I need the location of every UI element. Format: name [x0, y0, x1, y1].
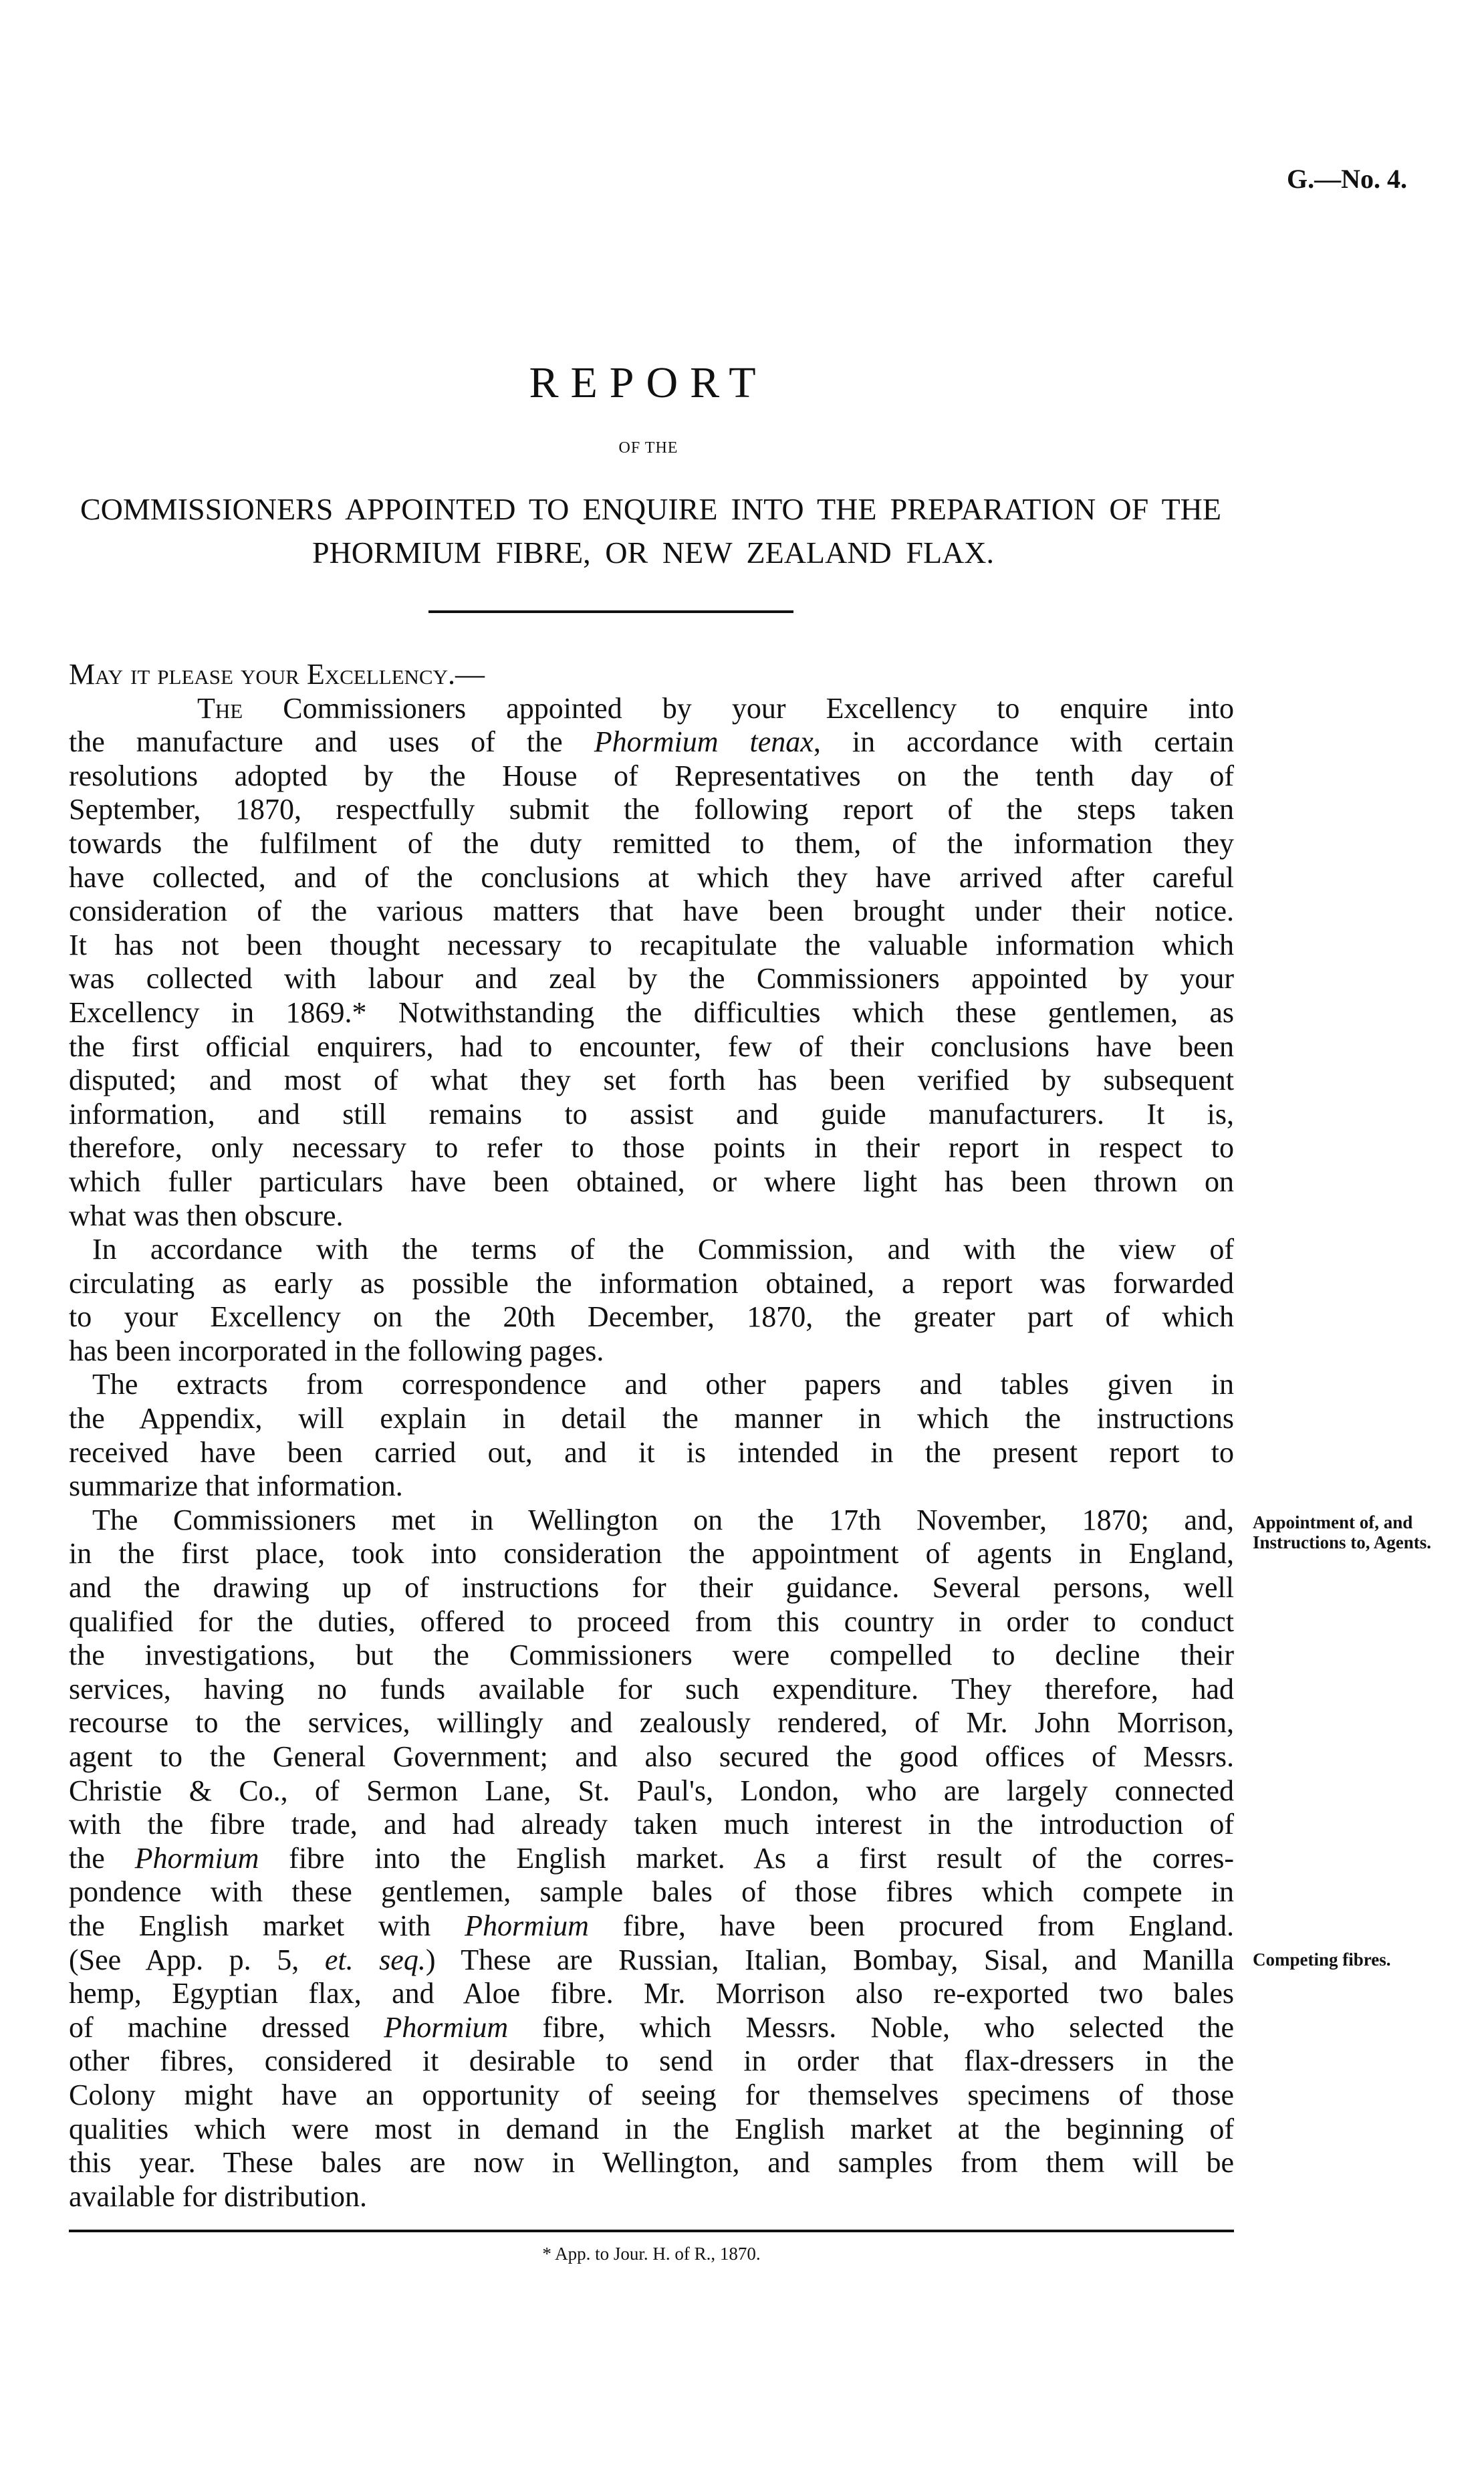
text-segment: has been incorporated in the following pages. [69, 1334, 604, 1367]
text-segment: and the drawing up of instructions for their guidance. Several persons, well [69, 1571, 1234, 1605]
text-segment: available for distribution. [69, 2179, 367, 2213]
text-segment: ) These are Russian, Italian, Bombay, Sisal, and Manilla [425, 1943, 1234, 1976]
text-line [69, 1267, 1234, 1301]
title-of-the: OF THE [618, 439, 678, 457]
text-line [69, 1571, 1234, 1605]
text-segment: fibre, have been procured from England. [588, 1909, 1234, 1942]
text-segment: qualities which were most in demand in the English market at the beginning of [69, 2112, 1234, 2145]
text-segment: Christie & Co., of Sermon Lane, St. Paul's, London, who are largely connected [69, 1774, 1234, 1807]
text-segment: have collected, and of the conclusions at which they have arrived after careful [69, 860, 1234, 894]
text-line [69, 861, 1234, 895]
margin-note-competing-fibres: Competing fibres. [1253, 1949, 1391, 1970]
report-body [69, 658, 1234, 2214]
text-segment: the Appendix, will explain in detail the manner in which the instructions [69, 1402, 1234, 1435]
text-segment: The Commissioners met in Wellington on the 17th November, 1870; and, [92, 1503, 1234, 1536]
text-line [69, 1233, 1234, 1267]
text-line [69, 1808, 1234, 1842]
text-segment: the [69, 1841, 135, 1875]
text-segment: September, 1870, respectfully submit the following report of the steps taken [69, 793, 1234, 826]
text-segment: fibre into the English market. As a first result of the corres- [259, 1841, 1234, 1875]
text-segment: therefore, only necessary to refer to those points in their report in respect to [69, 1131, 1234, 1165]
text-line [69, 2079, 1234, 2113]
heading-line-2: PHORMIUM FIBRE, OR NEW ZEALAND FLAX. [312, 536, 994, 570]
text-line [69, 793, 1234, 827]
text-segment: circulating as early as possible the information obtained, a report was forwarded [69, 1266, 1234, 1300]
text-line [69, 1842, 1234, 1876]
text-segment: in the first place, took into consideration the appointment of agents in England, [69, 1537, 1234, 1570]
text-line [69, 1706, 1234, 1740]
text-segment: The extracts from correspondence and other papers and tables given in [92, 1368, 1234, 1401]
text-line [69, 895, 1234, 929]
text-segment: received have been carried out, and it is intended in the present report to [69, 1435, 1234, 1469]
text-segment: services, having no funds available for such expenditure. They therefore, had [69, 1672, 1234, 1705]
text-segment: May it please your Excellency.— [69, 658, 485, 691]
footnote-divider [69, 2230, 1234, 2232]
text-segment: the English market with [69, 1909, 465, 1942]
text-segment: the investigations, but the Commissioners were compelled to decline their [69, 1639, 1234, 1672]
text-segment: hemp, Egyptian flax, and Aloe fibre. Mr. Morrison also re-exported two bales [69, 1977, 1234, 2010]
text-line [69, 1943, 1234, 1978]
document-number: G.—No. 4. [1287, 164, 1407, 194]
text-line [69, 1909, 1234, 1943]
text-segment: information, and still remains to assist and guide manufacturers. It is, [69, 1097, 1234, 1131]
text-line [69, 1402, 1234, 1436]
text-segment: to your Excellency on the 20th December, 1870, the greater part of which [69, 1300, 1234, 1334]
text-segment: summarize that information. [69, 1469, 403, 1503]
italic-text: Phormium [465, 1909, 589, 1942]
margin-note-appointment: Appointment of, and Instructions to, Agents. [1253, 1512, 1432, 1552]
text-line [69, 1639, 1234, 1673]
text-segment: It has not been thought necessary to recapitulate the valuable information which [69, 928, 1234, 961]
text-segment: Commissioners appointed by your Excellency to enquire into [243, 691, 1234, 725]
text-line [69, 725, 1234, 759]
text-line [69, 1504, 1234, 1538]
text-line [69, 1030, 1234, 1064]
text-segment: pondence with these gentlemen, sample bales of those fibres which compete in [69, 1875, 1234, 1909]
text-line [69, 2011, 1234, 2045]
text-line [69, 2180, 1234, 2214]
text-segment: consideration of the various matters that have been brought under their notice. [69, 895, 1234, 928]
footnote: * App. to Jour. H. of R., 1870. [542, 2244, 761, 2264]
text-line [69, 2044, 1234, 2079]
text-segment: with the fibre trade, and had already taken much interest in the introduction of [69, 1808, 1234, 1841]
text-line [69, 1368, 1234, 1402]
text-segment: what was then obscure. [69, 1199, 344, 1232]
text-segment: this year. These bales are now in Wellington, and samples from them will be [69, 2146, 1234, 2179]
text-segment: of machine dressed [69, 2010, 384, 2044]
text-line [69, 962, 1234, 996]
italic-text: Phormium [384, 2010, 509, 2044]
text-segment: recourse to the services, willingly and zealously rendered, of Mr. John Morrison, [69, 1706, 1234, 1740]
text-segment: , in accordance with certain [813, 725, 1234, 759]
text-segment: disputed; and most of what they set forth has been verified by subsequent [69, 1064, 1234, 1097]
text-line [69, 658, 1234, 692]
text-segment: resolutions adopted by the House of Representatives on the tenth day of [69, 759, 1234, 792]
text-line [69, 2146, 1234, 2180]
text-line [69, 1199, 1234, 1233]
text-line [69, 1165, 1234, 1199]
text-segment: (See App. p. 5, [69, 1943, 325, 1976]
text-line [69, 1300, 1234, 1334]
text-line [69, 1436, 1234, 1470]
text-line [69, 759, 1234, 794]
text-line [69, 1469, 1234, 1504]
text-line [69, 1605, 1234, 1639]
text-line [69, 2113, 1234, 2147]
text-line [69, 1131, 1234, 1165]
text-segment: other fibres, considered it desirable to send in order that flax-dressers in the [69, 2044, 1234, 2078]
text-line [69, 827, 1234, 861]
text-segment: was collected with labour and zeal by the Commissioners appointed by your [69, 962, 1234, 995]
text-line [69, 1064, 1234, 1098]
text-line [69, 1098, 1234, 1132]
text-segment: In accordance with the terms of the Commission, and with the view of [92, 1233, 1234, 1266]
text-line [69, 1740, 1234, 1774]
text-segment: Excellency in 1869.* Notwithstanding the difficulties which these gentlemen, as [69, 995, 1234, 1029]
text-line [69, 1774, 1234, 1808]
title-divider [428, 610, 793, 613]
report-title: REPORT [529, 358, 768, 407]
text-line [69, 1875, 1234, 1909]
text-segment: which fuller particulars have been obtained, or where light has been thrown on [69, 1165, 1234, 1198]
text-line [69, 1537, 1234, 1571]
text-segment: qualified for the duties, offered to proceed from this country in order to conduct [69, 1605, 1234, 1638]
text-line [69, 929, 1234, 963]
italic-text: Phormium tenax [594, 725, 814, 759]
text-segment: agent to the General Government; and also secured the good offices of Messrs. [69, 1740, 1234, 1773]
text-line [69, 1334, 1234, 1369]
text-segment: fibre, which Messrs. Noble, who selected the [508, 2010, 1234, 2044]
text-line [69, 1673, 1234, 1707]
text-segment: towards the fulfilment of the duty remitted to them, of the information they [69, 826, 1234, 860]
heading-line-1: COMMISSIONERS APPOINTED TO ENQUIRE INTO THE PREPARATION OF THE [80, 492, 1221, 526]
text-line [69, 692, 1234, 726]
text-segment: the manufacture and uses of the [69, 725, 594, 759]
italic-text: et. seq. [324, 1943, 426, 1976]
text-line [69, 1977, 1234, 2011]
text-segment: the first official enquirers, had to encounter, few of their conclusions have been [69, 1030, 1234, 1063]
text-segment: Colony might have an opportunity of seeing for themselves specimens of those [69, 2078, 1234, 2111]
italic-text: Phormium [134, 1841, 259, 1875]
text-line [69, 996, 1234, 1030]
text-segment: The [197, 691, 243, 725]
